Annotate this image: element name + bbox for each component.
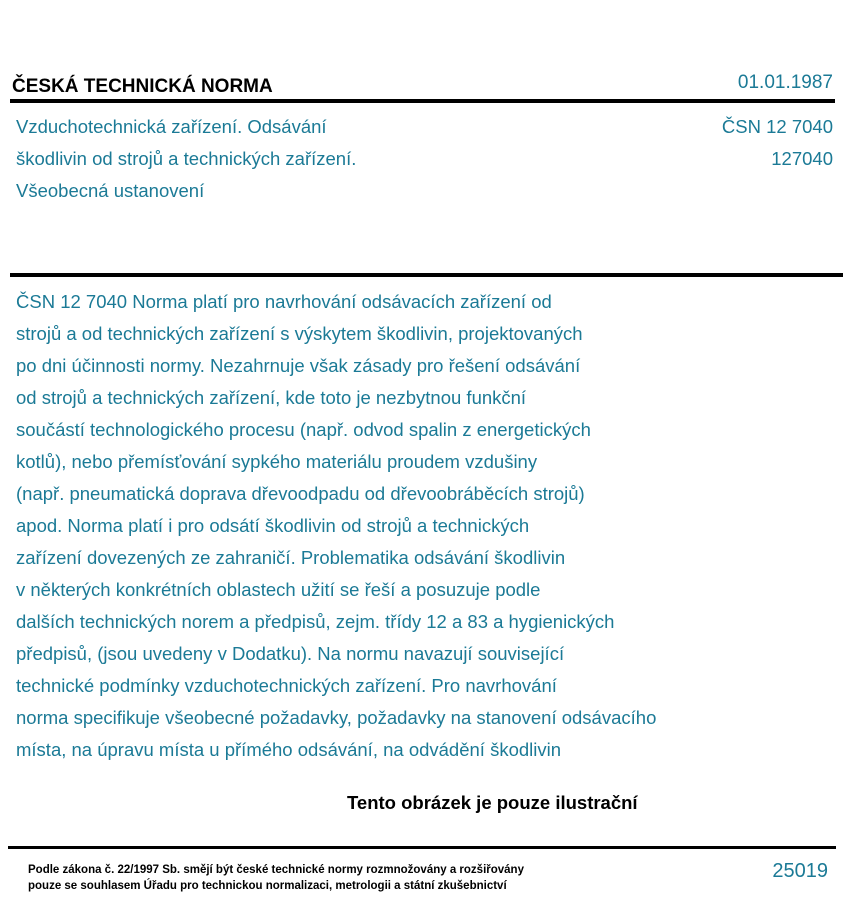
body-line: místa, na úpravu místa u přímého odsávání, na odvádění škodlivin bbox=[16, 739, 562, 760]
body-line: dalších technických norem a předpisů, zejm. třídy 12 a 83 a hygienických bbox=[16, 611, 615, 632]
body-line: po dni účinnosti normy. Nezahrnuje však zásady pro řešení odsávání bbox=[16, 355, 581, 376]
header-title: ČESKÁ TECHNICKÁ NORMA bbox=[12, 76, 273, 97]
body-line: kotlů), nebo přemísťování sypkého materiálu proudem vzdušiny bbox=[16, 451, 538, 472]
body-line: technické podmínky vzduchotechnických zařízení. Pro navrhování bbox=[16, 675, 557, 696]
body-line: od strojů a technických zařízení, kde toto je nezbytnou funkční bbox=[16, 387, 527, 408]
body-line: norma specifikuje všeobecné požadavky, požadavky na stanovení odsávacího bbox=[16, 707, 657, 728]
standard-number: 127040 bbox=[771, 148, 833, 169]
header-date: 01.01.1987 bbox=[737, 72, 833, 93]
body-line: součástí technologického procesu (např. odvod spalin z energetických bbox=[16, 419, 591, 440]
footer-legal-line-2: pouze se souhlasem Úřadu pro technickou normalizaci, metrologii a státní zkušebnictví bbox=[28, 880, 507, 892]
body-line: předpisů, (jsou uvedeny v Dodatku). Na normu navazují související bbox=[16, 643, 565, 664]
illustration-note: Tento obrázek je pouze ilustrační bbox=[347, 792, 638, 813]
standard-code: ČSN 12 7040 bbox=[721, 116, 833, 137]
header-divider bbox=[10, 99, 835, 103]
footer-divider bbox=[8, 846, 836, 849]
body-line: zařízení dovezených ze zahraničí. Problematika odsávání škodlivin bbox=[16, 547, 566, 568]
footer-document-number: 25019 bbox=[772, 860, 828, 882]
title-divider bbox=[10, 273, 843, 277]
body-line: strojů a od technických zařízení s výskytem škodlivin, projektovaných bbox=[16, 323, 583, 344]
body-line: apod. Norma platí i pro odsátí škodlivin od strojů a technických bbox=[16, 515, 530, 536]
standard-title-line-3: Všeobecná ustanovení bbox=[16, 180, 205, 201]
body-text bbox=[16, 286, 816, 766]
body-line: (např. pneumatická doprava dřevoodpadu od dřevoobráběcích strojů) bbox=[16, 483, 585, 504]
body-line: v některých konkrétních oblastech užití se řeší a posuzuje podle bbox=[16, 579, 541, 600]
footer-legal-line-1: Podle zákona č. 22/1997 Sb. smějí být české technické normy rozmnožovány a rozšiřovány bbox=[28, 864, 524, 876]
standard-title-line-2: škodlivin od strojů a technických zařízení. bbox=[16, 148, 357, 169]
standard-title-line-1: Vzduchotechnická zařízení. Odsávání bbox=[16, 116, 327, 137]
body-line: ČSN 12 7040 Norma platí pro navrhování odsávacích zařízení od bbox=[16, 291, 552, 312]
